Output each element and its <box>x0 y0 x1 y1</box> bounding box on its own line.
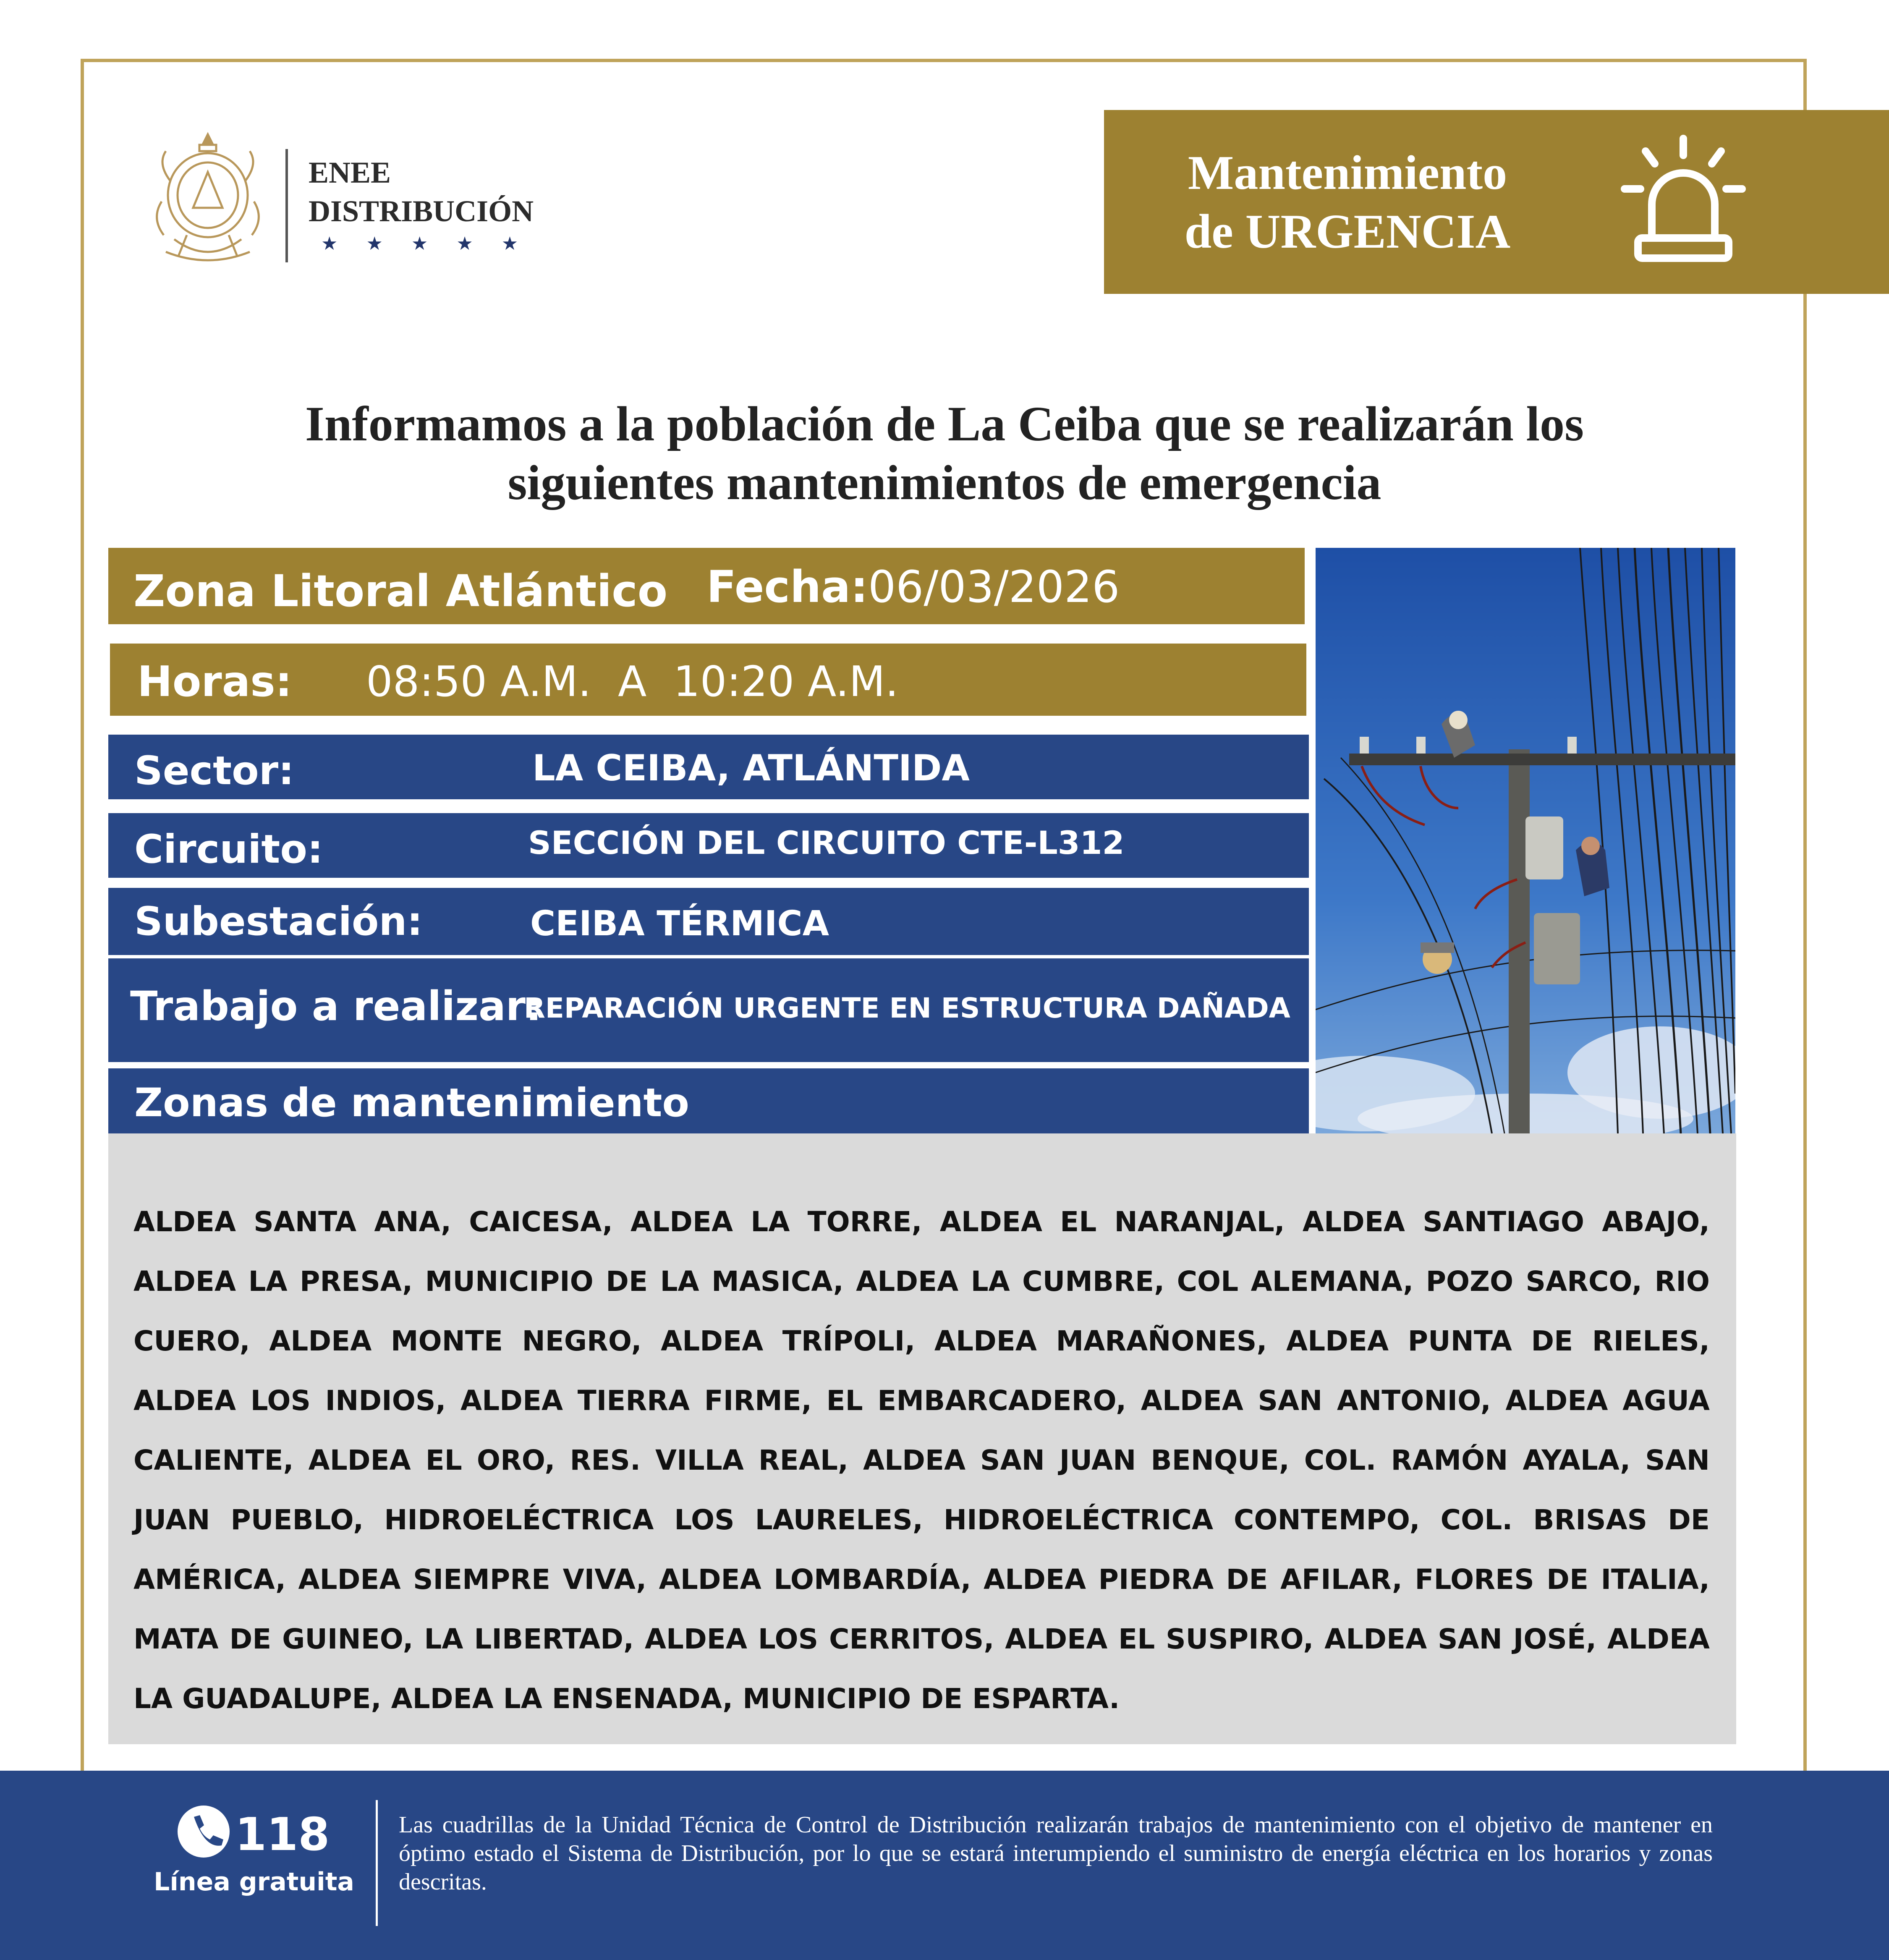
org-name <box>309 153 534 230</box>
hours-bar <box>110 644 1306 716</box>
hours-label: Horas: <box>137 657 292 706</box>
urgency-badge-line2: de URGENCIA <box>1184 205 1511 259</box>
zones-header-row <box>108 1068 1309 1133</box>
hotline <box>176 1808 395 1861</box>
org-name-line2: DISTRIBUCIÓN <box>309 194 534 228</box>
zone-label: Zona Litoral Atlántico <box>133 565 668 617</box>
substation-label: Subestación: <box>134 899 423 945</box>
substation-value: CEIBA TÉRMICA <box>530 904 829 944</box>
urgency-badge-text <box>1138 144 1557 261</box>
hotline-label: Línea gratuita <box>154 1867 354 1897</box>
footer-notice: Las cuadrillas de la Unidad Técnica de Control de Distribución realizarán trabajos de mantenimiento con el objetivo de mantener en óptimo estado el Sistema de Distribución, por lo que se estará interumpiendo el suministro de energía eléctrica en los horarios y zonas descritas. <box>399 1812 1713 1895</box>
date-value: 06/03/2026 <box>868 561 1120 612</box>
logo-divider <box>285 149 288 262</box>
zones-list-text: ALDEA SANTA ANA, CAICESA, ALDEA LA TORRE, ALDEA EL NARANJAL, ALDEA SANTIAGO ABAJO, ALDEA LA PRESA, MUNICIPIO DE LA MASICA, ALDEA LA CUMBRE, COL ALEMANA, POZO SARCO, RIO CUERO, ALDEA MONTE NEGRO, ALDEA TRÍPOLI, ALDEA MARAÑONES, ALDEA PUNTA DE RIELES, ALDEA LOS INDIOS, ALDEA TIERRA FIRME, EL EMBARCADERO, ALDEA SAN ANTONIO, ALDEA AGUA CALIENTE, ALDEA EL ORO, RES. VILLA REAL, ALDEA SAN JUAN BENQUE, COL. RAMÓN AYALA, SAN JUAN PUEBLO, HIDROELÉCTRICA LOS LAURELES, HIDROELÉCTRICA CONTEMPO, COL. BRISAS DE AMÉRICA, ALDEA SIEMPRE VIVA, ALDEA LOMBARDÍA, ALDEA PIEDRA DE AFILAR, FLORES DE ITALIA, MATA DE GUINEO, LA LIBERTAD, ALDEA LOS CERRITOS, ALDEA EL SUSPIRO, ALDEA SAN JOSÉ, ALDEA LA GUADALUPE, ALDEA LA ENSENADA, MUNICIPIO DE ESPARTA. <box>133 1206 1710 1715</box>
work-value: REPARACIÓN URGENTE EN ESTRUCTURA DAÑADA <box>524 992 1290 1024</box>
logo-stars: ★★★★★ <box>321 233 547 254</box>
work-row <box>108 958 1309 1062</box>
circuit-row <box>108 813 1309 878</box>
work-label: Trabajo a realizar: <box>130 983 542 1030</box>
zone-date-bar <box>108 548 1305 624</box>
footer <box>0 1771 1889 1960</box>
phone-icon <box>176 1804 231 1859</box>
org-name-line1: ENEE <box>309 156 391 189</box>
circuit-label: Circuito: <box>134 827 323 872</box>
substation-row <box>108 888 1309 955</box>
circuit-value: SECCIÓN DEL CIRCUITO CTE-L312 <box>528 824 1125 861</box>
urgency-badge-line1: Mantenimiento <box>1188 146 1507 200</box>
siren-icon <box>1612 131 1755 274</box>
enee-logo <box>145 120 607 279</box>
headline <box>101 395 1788 512</box>
date-label: Fecha: <box>706 561 868 612</box>
sector-value: LA CEIBA, ATLÁNTIDA <box>532 747 970 789</box>
headline-line1: Informamos a la población de La Ceiba que se realizarán los <box>305 396 1584 451</box>
headline-line2: siguientes mantenimientos de emergencia <box>508 455 1381 510</box>
utility-pole-photo <box>1316 548 1735 1133</box>
honduras-coat-of-arms-icon <box>145 126 271 269</box>
urgency-badge <box>1104 110 1889 294</box>
zones-header-label: Zonas de mantenimiento <box>134 1080 690 1126</box>
footer-divider <box>376 1800 378 1926</box>
hours-value: 08:50 A.M. A 10:20 A.M. <box>366 657 899 706</box>
sector-row <box>108 735 1309 799</box>
zones-list-box <box>108 1133 1736 1744</box>
sector-label: Sector: <box>134 748 294 794</box>
hotline-number: 118 <box>235 1808 330 1861</box>
